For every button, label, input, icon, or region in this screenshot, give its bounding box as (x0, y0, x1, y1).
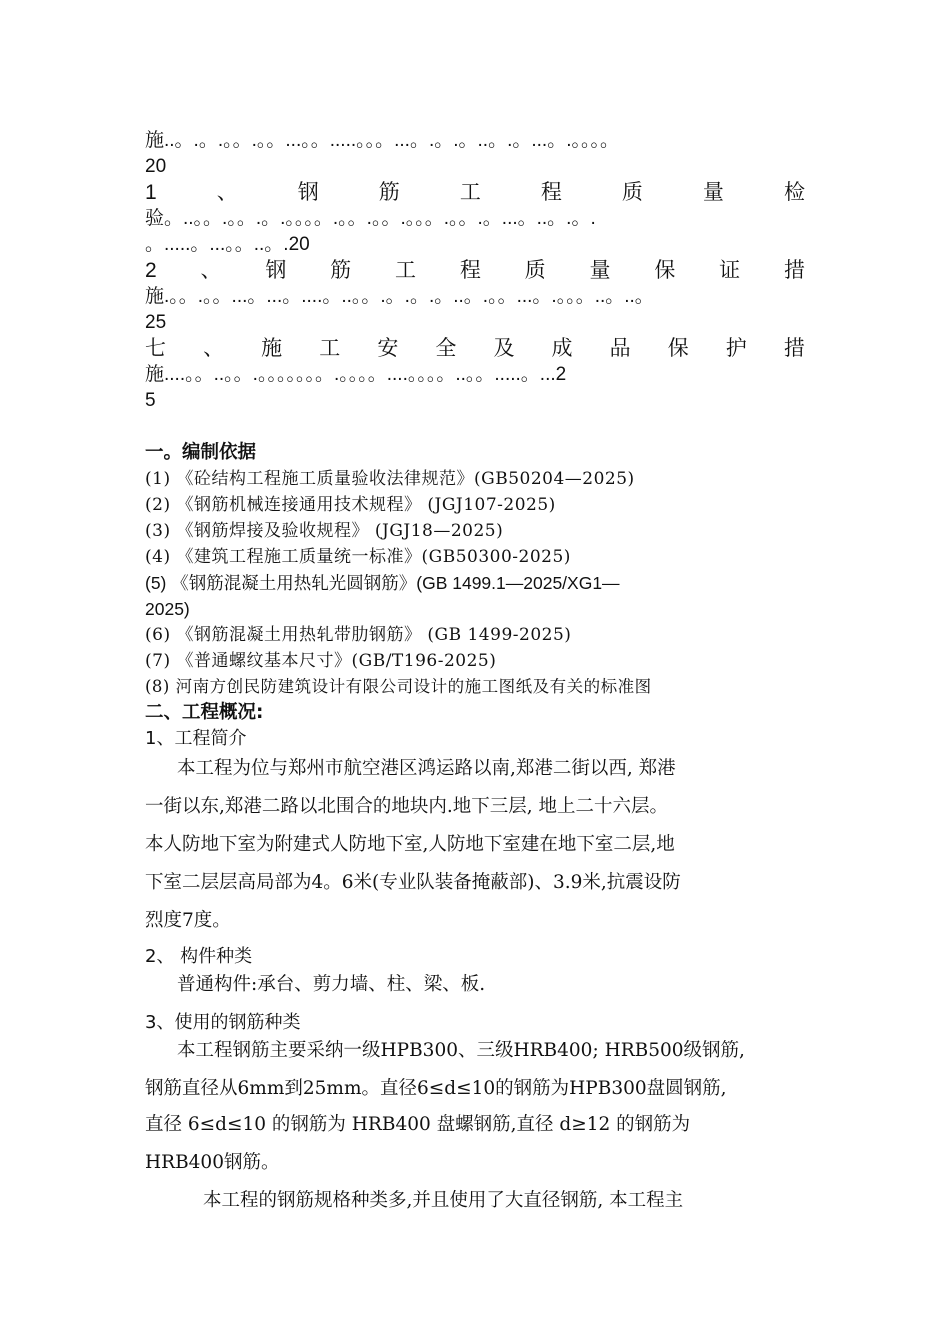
toc-entry-char: 证 (719, 259, 741, 282)
subsection-title: 3、使用的钢筋种类 (145, 1012, 301, 1033)
paragraph-line: 下室二层层高局部为4。6米(专业队装备掩蔽部)、3.9米,抗震设防 (145, 872, 681, 893)
toc-entry-quality-inspection (145, 180, 805, 206)
toc-entry-char: 措 (783, 337, 805, 360)
toc-dot-leader-line: 验。..。。.。。.。.。。。。.。。.。。.。。。.。。.。...。..。.。. (145, 208, 596, 229)
toc-entry-char: 钢 (297, 181, 319, 204)
toc-entry-char: 量 (589, 259, 611, 282)
toc-entry-quality-assurance (145, 258, 805, 284)
toc-entry-char: 检 (783, 181, 805, 204)
toc-entry-char: 措 (783, 259, 805, 282)
toc-dot-leader-line: 。.....。...。。..。.20 (145, 234, 310, 255)
toc-entry-char: 七 (145, 337, 166, 360)
paragraph-line: 烈度7度。 (145, 910, 231, 931)
reference-item: (5) 《钢筋混凝土用热轧光圆钢筋》(GB 1499.1—2025/XG1— (145, 573, 620, 593)
toc-entry-char: 工 (319, 337, 341, 360)
toc-entry-char: 程 (540, 181, 562, 204)
toc-entry-char: 1 (145, 181, 157, 204)
paragraph-line: 本工程的钢筋规格种类多,并且使用了大直径钢筋, 本工程主 (203, 1190, 684, 1211)
toc-page-number: 20 (145, 156, 167, 177)
section-heading-basis: 一。编制依据 (145, 442, 257, 463)
toc-dot-leader-line: 施....。。..。。.。。。。。。。.。。。。....。。。。..。。.....。...2 (145, 364, 567, 385)
toc-entry-char: 工 (395, 259, 416, 282)
paragraph-line: 一街以东,郑港二路以北围合的地块内.地下三层, 地上二十六层。 (145, 796, 669, 817)
toc-entry-char: 钢 (265, 259, 287, 282)
reference-item-continued: 2025) (145, 599, 190, 619)
toc-entry-char: 工 (459, 181, 481, 204)
subsection-title: 2、 构件种类 (145, 946, 253, 967)
toc-entry-char: 全 (435, 337, 457, 360)
paragraph-line: 本人防地下室为附建式人防地下室,人防地下室建在地下室二层,地 (145, 834, 675, 855)
reference-item: (8) 河南方创民防建筑设计有限公司设计的施工图纸及有关的标准图 (145, 677, 652, 696)
paragraph-line: 本工程为位与郑州市航空港区鸿运路以南,郑港二街以西, 郑港 (177, 758, 676, 779)
toc-entry-char: 质 (621, 181, 643, 204)
toc-entry-char: 施 (261, 337, 283, 360)
reference-item: (1) 《砼结构工程施工质量验收法律规范》(GB50204—2025) (145, 469, 635, 489)
toc-entry-char: 筋 (330, 259, 352, 282)
paragraph-line: HRB400钢筋。 (145, 1152, 280, 1173)
toc-page-number: 5 (145, 390, 156, 411)
toc-entry-char: 保 (667, 337, 689, 360)
reference-item: (7) 《普通螺纹基本尺寸》(GB/T196-2025) (145, 651, 497, 671)
toc-entry-char: 2 (145, 259, 157, 282)
toc-entry-safety-protection (145, 336, 805, 362)
reference-item: (4) 《建筑工程施工质量统一标准》(GB50300-2025) (145, 547, 571, 567)
toc-entry-char: 程 (459, 259, 481, 282)
toc-entry-char: 、 (203, 337, 225, 360)
paragraph-line: 直径 6≤d≤10 的钢筋为 HRB400 盘螺钢筋,直径 d≥12 的钢筋为 (145, 1114, 691, 1135)
reference-item: (6) 《钢筋混凝土用热轧带肋钢筋》 (GB 1499-2025) (145, 625, 572, 645)
toc-entry-char: 安 (377, 337, 399, 360)
toc-entry-char: 、 (216, 181, 238, 204)
paragraph-line: 本工程钢筋主要采纳一级HPB300、三级HRB400; HRB500级钢筋, (177, 1040, 745, 1061)
toc-entry-char: 筋 (378, 181, 400, 204)
reference-item: (3) 《钢筋焊接及验收规程》 (JGJ18—2025) (145, 521, 504, 541)
toc-dot-leader-line: 施..。.。.。。.。。...。。.....。。。...。.。.。..。.。...。.。。。。 (145, 130, 619, 151)
toc-entry-char: 及 (493, 337, 515, 360)
toc-entry-char: 量 (702, 181, 724, 204)
toc-entry-char: 质 (524, 259, 546, 282)
toc-entry-char: 、 (200, 259, 222, 282)
toc-entry-char: 护 (725, 337, 747, 360)
paragraph-line: 普通构件:承台、剪力墙、柱、梁、板. (177, 974, 486, 995)
toc-dot-leader-line: 施.。。.。。...。...。....。..。。.。.。.。..。.。。...。.。。。..。..。 (145, 286, 654, 307)
toc-entry-char: 成 (551, 337, 573, 360)
reference-item: (2) 《钢筋机械连接通用技术规程》 (JGJ107-2025) (145, 495, 556, 515)
section-heading-overview: 二、工程概况: (145, 702, 264, 723)
toc-entry-char: 品 (609, 337, 631, 360)
subsection-title: 1、工程简介 (145, 728, 247, 749)
toc-page-number: 25 (145, 312, 167, 333)
toc-entry-char: 保 (654, 259, 676, 282)
paragraph-line: 钢筋直径从6mm到25mm。直径6≤d≤10的钢筋为HPB300盘圆钢筋, (145, 1078, 727, 1099)
